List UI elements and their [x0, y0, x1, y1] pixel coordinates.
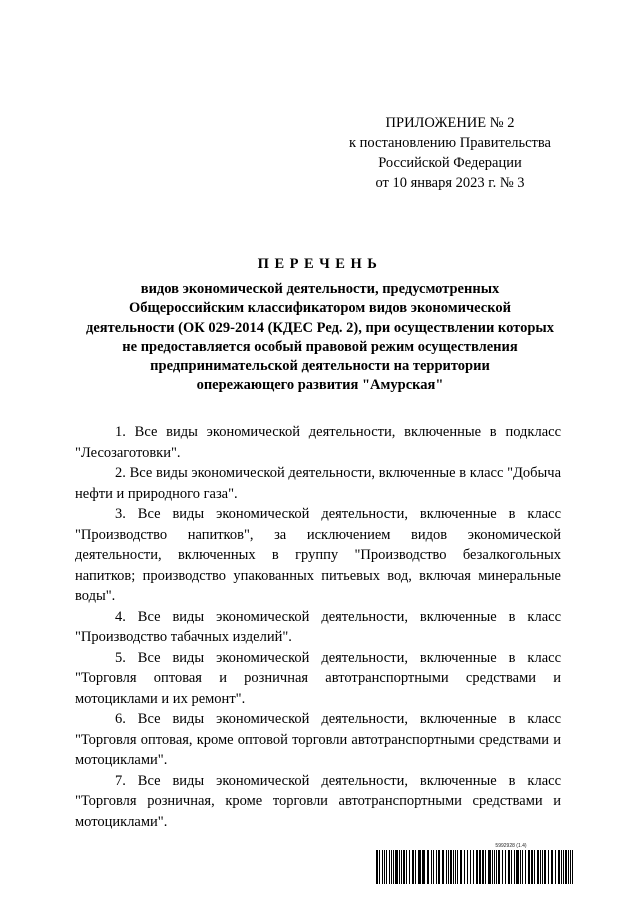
- appendix-header: [330, 113, 570, 193]
- barcode-bar: [457, 850, 458, 884]
- barcode-block: [376, 843, 576, 884]
- barcode-bar: [391, 850, 392, 884]
- list-item: 4. Все виды экономической деятельности, включенные в класс "Производство табачных изделий".: [75, 608, 561, 645]
- barcode-bar: [551, 850, 553, 884]
- barcode-bar: [379, 850, 380, 884]
- barcode-bar: [382, 850, 383, 884]
- barcode-bar: [572, 850, 573, 884]
- barcode-bar: [508, 850, 510, 884]
- barcode-bar: [565, 850, 567, 884]
- barcode-bar: [502, 850, 503, 884]
- barcode-bar: [415, 850, 416, 884]
- barcode-bar: [446, 850, 447, 884]
- barcode-bar: [467, 850, 468, 884]
- barcode-bar: [555, 850, 556, 884]
- items-list: [75, 422, 561, 832]
- barcode-bar: [528, 850, 530, 884]
- barcode-bar: [412, 850, 414, 884]
- barcode-bar: [399, 850, 400, 884]
- subtitle-line: видов экономической деятельности, предусмотренных: [140, 281, 500, 297]
- subtitle-line: Общероссийским классификатором видов экономической: [129, 300, 511, 317]
- barcode-bar: [422, 850, 425, 884]
- barcode-bar: [436, 850, 437, 884]
- barcode-bar: [450, 850, 452, 884]
- barcode-bar: [522, 850, 523, 884]
- barcode-bar: [488, 850, 491, 884]
- barcode-bar: [482, 850, 484, 884]
- appendix-resolution-line: к постановлению Правительства: [349, 135, 551, 151]
- barcode-bar: [563, 850, 564, 884]
- list-item: 3. Все виды экономической деятельности, включенные в класс "Производство напитков", за исключением видов экономической деятельности, включенных в группу "Производство безалкогольных напитков; производство упакованных питьевых вод, включая минеральные воды".: [75, 506, 561, 604]
- barcode-bar: [570, 850, 571, 884]
- subtitle-line: опережающего развития "Амурская": [196, 377, 444, 394]
- barcode-bar: [401, 850, 402, 884]
- barcode-bar: [514, 850, 515, 884]
- barcode-bar: [409, 850, 410, 884]
- barcode-bar: [464, 850, 465, 884]
- barcode-bar: [496, 850, 497, 884]
- barcode-bar: [520, 850, 521, 884]
- barcode-bar: [479, 850, 481, 884]
- list-item: 6. Все виды экономической деятельности, включенные в класс "Торговля оптовая, кроме оптовой торговли автотранспортными средствами и мотоциклами".: [75, 711, 561, 768]
- barcode-bar: [516, 850, 519, 884]
- subtitle-line: предпринимательской деятельности на территории: [150, 358, 490, 375]
- appendix-government-line: Российской Федерации: [378, 155, 522, 171]
- barcode-bar: [548, 850, 549, 884]
- barcode-bar: [448, 850, 449, 884]
- barcode-bar: [406, 850, 407, 884]
- barcode-bar: [455, 850, 456, 884]
- barcode-bar: [427, 850, 429, 884]
- barcode-bar: [492, 850, 493, 884]
- barcode-bar: [544, 850, 546, 884]
- barcode-bar: [442, 850, 444, 884]
- barcode-bar: [531, 850, 533, 884]
- barcode-bar: [494, 850, 495, 884]
- barcode-bar: [433, 850, 434, 884]
- document-subtitle: [60, 280, 580, 396]
- barcode-bar: [558, 850, 560, 884]
- subtitle-line: не предоставляется особый правовой режим осуществления: [122, 338, 518, 355]
- barcode-bar: [376, 850, 378, 884]
- barcode-bar: [534, 850, 535, 884]
- barcode-bar: [473, 850, 474, 884]
- barcode-number: 5992928 (1.4): [495, 843, 527, 849]
- barcode-bar: [525, 850, 526, 884]
- barcode-bar: [470, 850, 471, 884]
- list-item: 7. Все виды экономической деятельности, включенные в класс "Торговля розничная, кроме торговли автотранспортными средствами и мотоциклами".: [75, 772, 561, 830]
- barcode-bar: [540, 850, 541, 884]
- barcode-bar: [542, 850, 543, 884]
- barcode-bar: [393, 850, 394, 884]
- barcode-bar: [561, 850, 562, 884]
- barcode-bar: [476, 850, 478, 884]
- appendix-date-line: от 10 января 2023 г. № 3: [375, 175, 525, 191]
- document-title: ПЕРЕЧЕНЬ: [257, 256, 383, 272]
- subtitle-line: деятельности (ОК 029-2014 (КДЕС Ред. 2), при осуществлении которых: [86, 319, 554, 336]
- barcode-bar: [460, 850, 462, 884]
- barcode-bar: [418, 850, 421, 884]
- barcode-bar: [453, 850, 454, 884]
- barcode-bar: [386, 850, 387, 884]
- barcode-bar: [511, 850, 512, 884]
- appendix-number: ПРИЛОЖЕНИЕ № 2: [385, 115, 515, 131]
- list-item: 2. Все виды экономической деятельности, включенные в класс "Добыча нефти и природного газа".: [75, 465, 561, 502]
- barcode-bar: [498, 850, 500, 884]
- barcode-bar: [485, 850, 486, 884]
- barcode-bar: [431, 850, 432, 884]
- barcode-bar: [403, 850, 405, 884]
- barcode-bar: [438, 850, 440, 884]
- barcode-bar: [505, 850, 506, 884]
- barcode-bar: [384, 850, 385, 884]
- barcode-bar: [395, 850, 398, 884]
- barcode-icon: [376, 850, 576, 884]
- barcode-bar: [537, 850, 539, 884]
- barcode-bar: [568, 850, 569, 884]
- barcode-bar: [389, 850, 390, 884]
- list-item: 5. Все виды экономической деятельности, включенные в класс "Торговля оптовая и розничная автотранспортными средствами и мотоциклами и их ремонт".: [75, 649, 561, 707]
- list-item: 1. Все виды экономической деятельности, включенные в подкласс "Лесозаготовки".: [75, 424, 561, 461]
